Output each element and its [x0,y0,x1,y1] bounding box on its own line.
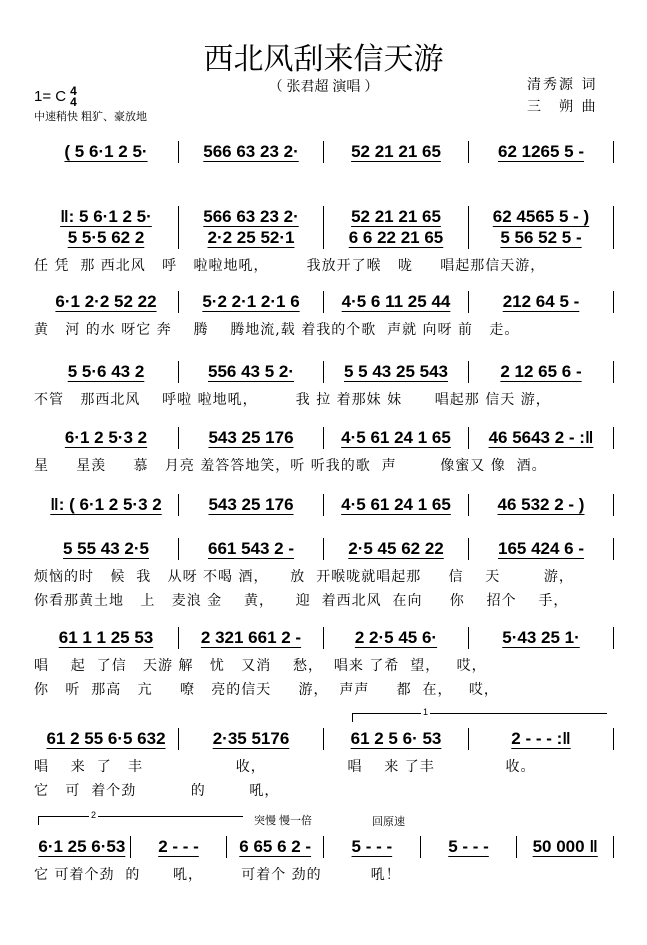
time-top: 4 [70,84,77,98]
measure: 543 25 176 [208,428,294,447]
notation-row [34,141,614,163]
measure: 4·5 61 24 1 65 [341,495,451,514]
lyric-line: 黄 河 的水 呀它 奔 腾 腾地流,载 着我的个歌 声就 向呀 前 走。 [34,322,520,338]
lyric-line: 你看那黄土地 上 麦浪 金 黄， 迎 着西北风 在向 你 招个 手， [34,593,569,609]
measure: 46 5643 2 - :‖ [488,428,594,447]
bar-line [613,494,614,516]
measure: 62 1265 5 - [497,142,584,161]
lyric-line: 它 可着个劲 的 吼， 可着个 劲的 吼！ [34,867,401,883]
volta-1 [352,707,607,722]
bar-line [613,206,614,228]
measure: 2·5 45 62 22 [348,539,444,558]
measure: ( 5 6·1 2 5· [64,142,148,161]
measure: 2·2 25 52·1 [207,228,295,247]
measure: ‖: 5 6·1 2 5· [60,207,152,226]
measure: 566 63 23 2· [203,142,299,161]
measure: 4·5 61 24 1 65 [341,428,451,447]
bar-line [613,627,614,649]
measure: 5 5 43 25 543 [344,362,448,381]
lyric-line: 星 星羡 慕 月亮 羞答答地笑，听 听我的歌 声 像蜜又 像 酒。 [34,458,547,474]
measure: 6 6 22 21 65 [348,228,444,247]
measure: 46 532 2 - ) [497,495,585,514]
lyric-line: 任 凭 那 西北风 呼 啦啦地吼， 我放开了喉 咙 唱起那信天游， [34,258,546,274]
notation-row [34,206,614,228]
time-signature [70,86,77,108]
measure: 165 424 6 - [497,539,584,558]
measure: 5·2 2·1 2·1 6 [202,292,300,311]
bar-line [613,227,614,249]
measure: 661 543 2 - [207,539,294,558]
bar-line [613,291,614,313]
bar-line [613,427,614,449]
volta-1-number: 1 [423,707,429,717]
notation-row [34,836,614,858]
notation-row [34,538,614,560]
measure: 5 5·6 43 2 [67,362,145,381]
measure: 61 2 5 6· 53 [350,729,442,748]
bar-line [613,361,614,383]
lyric-line: 你 听 那高 亢 嘹 亮的信天 游， 声声 都 在， 哎， [34,682,499,698]
measure: 5 56 52 5 - [500,228,582,247]
lyric-line: 唱 起 了信 天游 解 忧 又消 愁， 唱来 了希 望， 哎， [34,658,487,674]
lyricist: 清秀源 词 [527,77,598,93]
tempo-marking: 中速稍快 粗犷、豪放地 [34,111,148,123]
bar-line [613,141,614,163]
volta-2 [38,810,243,825]
measure: 5 5·5 62 2 [67,228,145,247]
measure: ‖: ( 6·1 2 5·3 2 [50,495,162,514]
key-label: 1= C [34,87,67,105]
measure: 52 21 21 65 [351,142,441,161]
measure: 5 - - - [448,837,489,856]
measure: 5 55 43 2·5 [62,539,149,558]
measure: 62 4565 5 - ) [492,207,590,226]
measure: 52 21 21 65 [351,207,441,226]
notation-row [34,227,614,249]
measure: 2 - - - [158,837,199,856]
measure: 2 12 65 6 - [500,362,582,381]
lyric-line: 不管 那西北风 呼啦 啦地吼， 我 拉 着那妹 妹 唱起那 信天 游， [34,392,551,408]
time-bottom: 4 [70,95,77,109]
song-title: 西北风刮来信天游 [203,42,444,77]
notation-row [34,291,614,313]
measure: 61 1 1 25 53 [58,628,154,647]
measure: 212 64 5 - [502,292,580,311]
tempo-resume-mark: 回原速 [372,816,405,828]
measure: 2 - - - :‖ [511,729,571,748]
volta-2-number: 2 [91,810,97,820]
measure: 50 000 ‖ [532,837,598,856]
bar-line [613,728,614,750]
composer: 三 朔 曲 [527,99,598,115]
performer: （ 张君超 演唱 ） [268,78,379,94]
measure: 2 2·5 45 6· [354,628,438,647]
notation-row [34,494,614,516]
measure: 4·5 6 11 25 44 [341,292,451,311]
bar-line [613,836,614,858]
measure: 6 65 6 2 - [239,837,312,856]
measure: 556 43 5 2· [207,362,294,381]
measure: 6·1 2 5·3 2 [64,428,148,447]
measure: 6·1 2·2 52 22 [55,292,157,311]
measure: 6·1 25 6·53 [38,837,126,856]
tempo-slow-mark: 突慢 慢一倍 [254,815,313,827]
lyric-line: 唱 来 了 丰 收， 唱 来 了丰 收。 [34,759,536,775]
measure: 5 - - - [351,837,393,856]
measure: 2 321 661 2 - [200,628,302,647]
notation-row [34,728,614,750]
key-signature [34,86,77,108]
bar-line [613,538,614,560]
measure: 5·43 25 1· [502,628,580,647]
lyric-line: 烦恼的时 候 我 从呀 不喝 酒， 放 开喉咙就唱起那 信 天 游， [34,569,574,585]
measure: 566 63 23 2· [203,207,299,226]
measure: 61 2 55 6·5 632 [46,729,166,748]
notation-row [34,361,614,383]
measure: 543 25 176 [208,495,294,514]
measure: 2·35 5176 [212,729,290,748]
notation-row [34,627,614,649]
notation-row [34,427,614,449]
lyric-line: 它 可 着个劲 的 吼， [34,783,280,799]
